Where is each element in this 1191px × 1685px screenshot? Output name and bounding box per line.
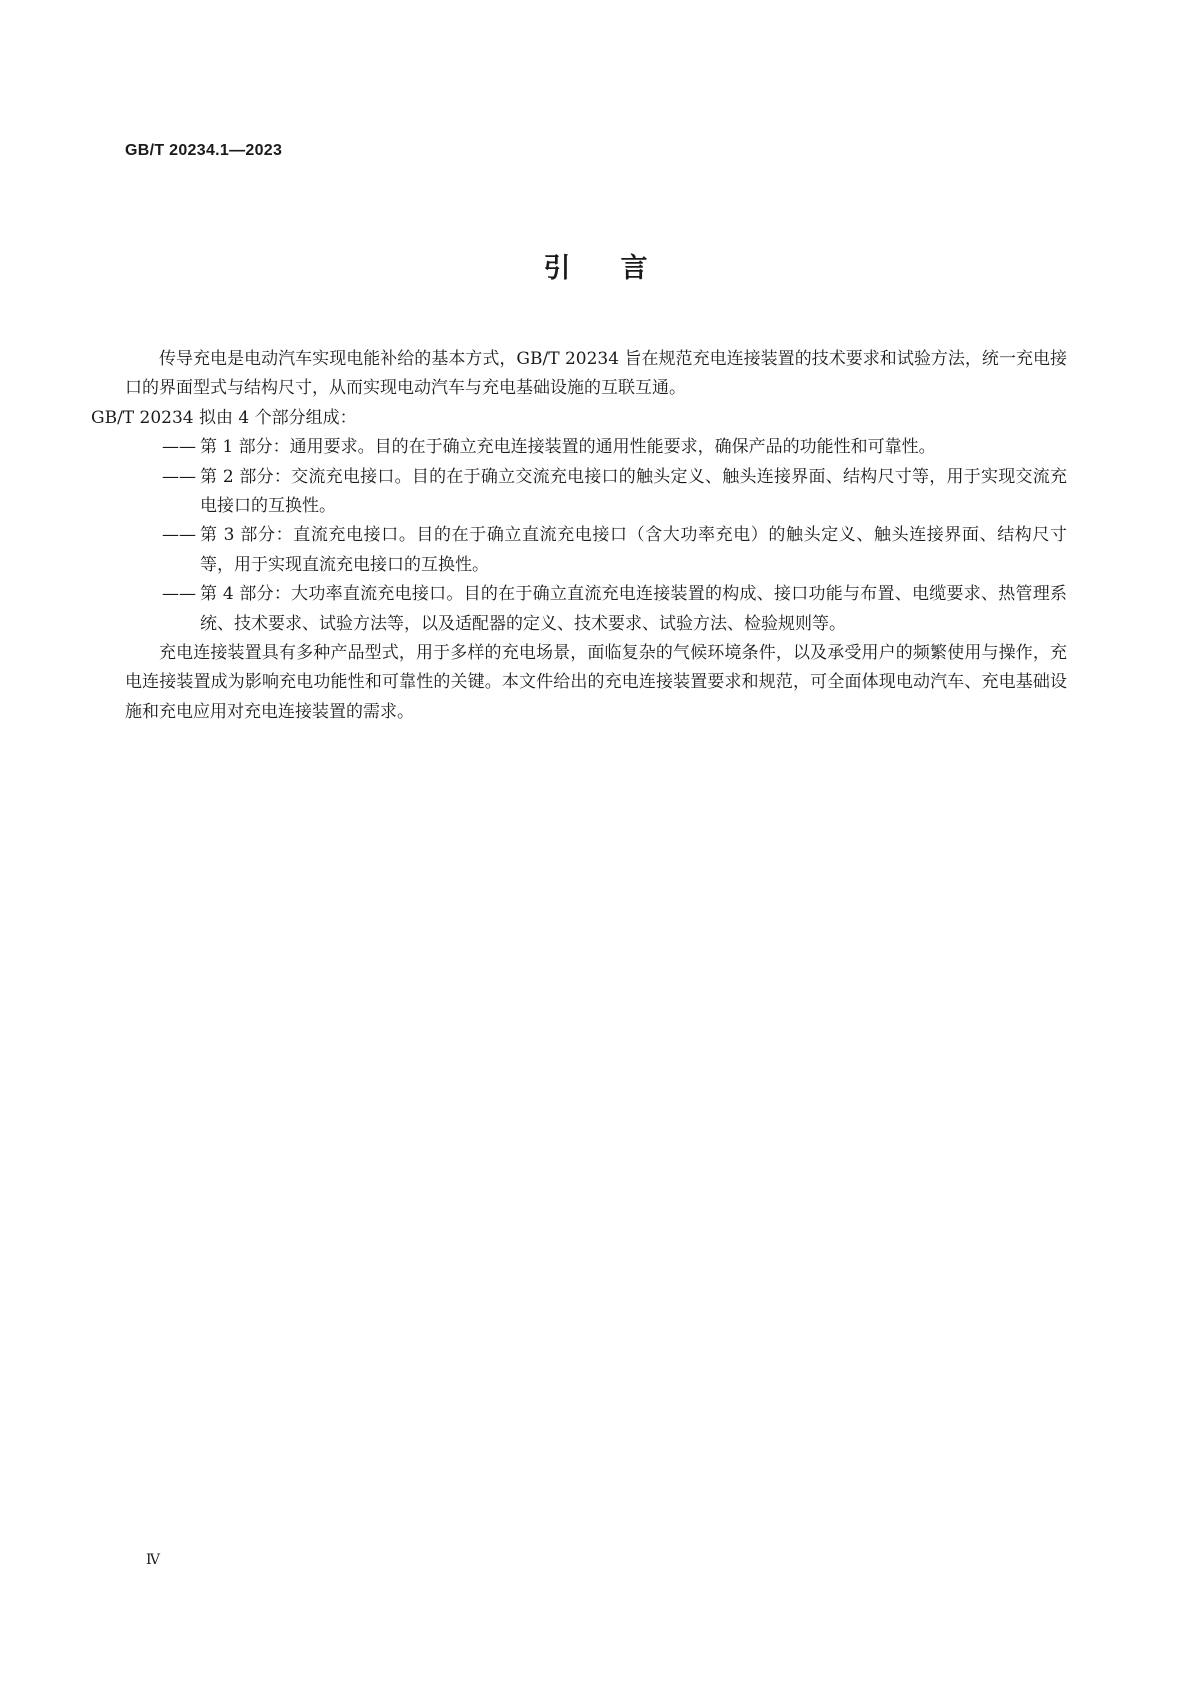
document-body: [91, 345, 1067, 727]
intro-line-2: 和试验方法，统一充电接口的界面型式与结构尺寸，从而实现电动汽车与充电基础设施的互联互通。: [125, 349, 1067, 399]
part-1-item: [125, 433, 1067, 462]
closing-paragraph: 充电连接装置具有多种产品型式，用于多样的充电场景，面临复杂的气候环境条件，以及承受用户的频繁使用与操作，充电连接装置成为影响充电功能性和可靠性的关键。本文件给出的充电连接装置要求和规范，可全面体现电动汽车、充电基础设施和充电应用对充电连接装置的需求。: [125, 643, 1067, 722]
part-4-text: 第 4 部分：大功率直流充电接口。目的在于确立直流充电连接装置的构成、接口功能与布置、电缆要求、热管理系统、技术要求、试验方法等，以及适配器的定义、技术要求、试验方法、检验规则等。: [200, 584, 1067, 634]
part-2-item: [125, 463, 1067, 522]
part-3-text: 第 3 部分：直流充电接口。目的在于确立直流充电接口（含大功率充电）的触头定义、触头连接界面、结构尺寸等，用于实现直流充电接口的互换性。: [200, 525, 1067, 575]
list-dash: ——: [162, 525, 196, 546]
list-dash: ——: [162, 437, 196, 458]
page-number: Ⅳ: [146, 1552, 160, 1568]
intro-paragraph: [91, 345, 1067, 433]
section-title: 引言: [543, 253, 698, 284]
document-id: GB/T 20234.1—2023: [125, 142, 283, 159]
list-dash: ——: [162, 584, 196, 605]
intro-line-1: 传导充电是电动汽车实现电能补给的基本方式，GB/T 20234 旨在规范充电连接装置的技术要求: [159, 349, 880, 369]
part-3-item: [125, 521, 1067, 580]
intro-line-3: GB/T 20234 拟由 4 个部分组成：: [91, 407, 357, 428]
part-2-text: 第 2 部分：交流充电接口。目的在于确立交流充电接口的触头定义、触头连接界面、结构尺寸等，用于实现交流充电接口的互换性。: [200, 466, 1067, 517]
part-4-item: [125, 580, 1067, 639]
part-1-text: 第 1 部分：通用要求。目的在于确立充电连接装置的通用性能要求，确保产品的功能性和可靠性。: [200, 437, 936, 458]
list-dash: ——: [162, 466, 196, 487]
